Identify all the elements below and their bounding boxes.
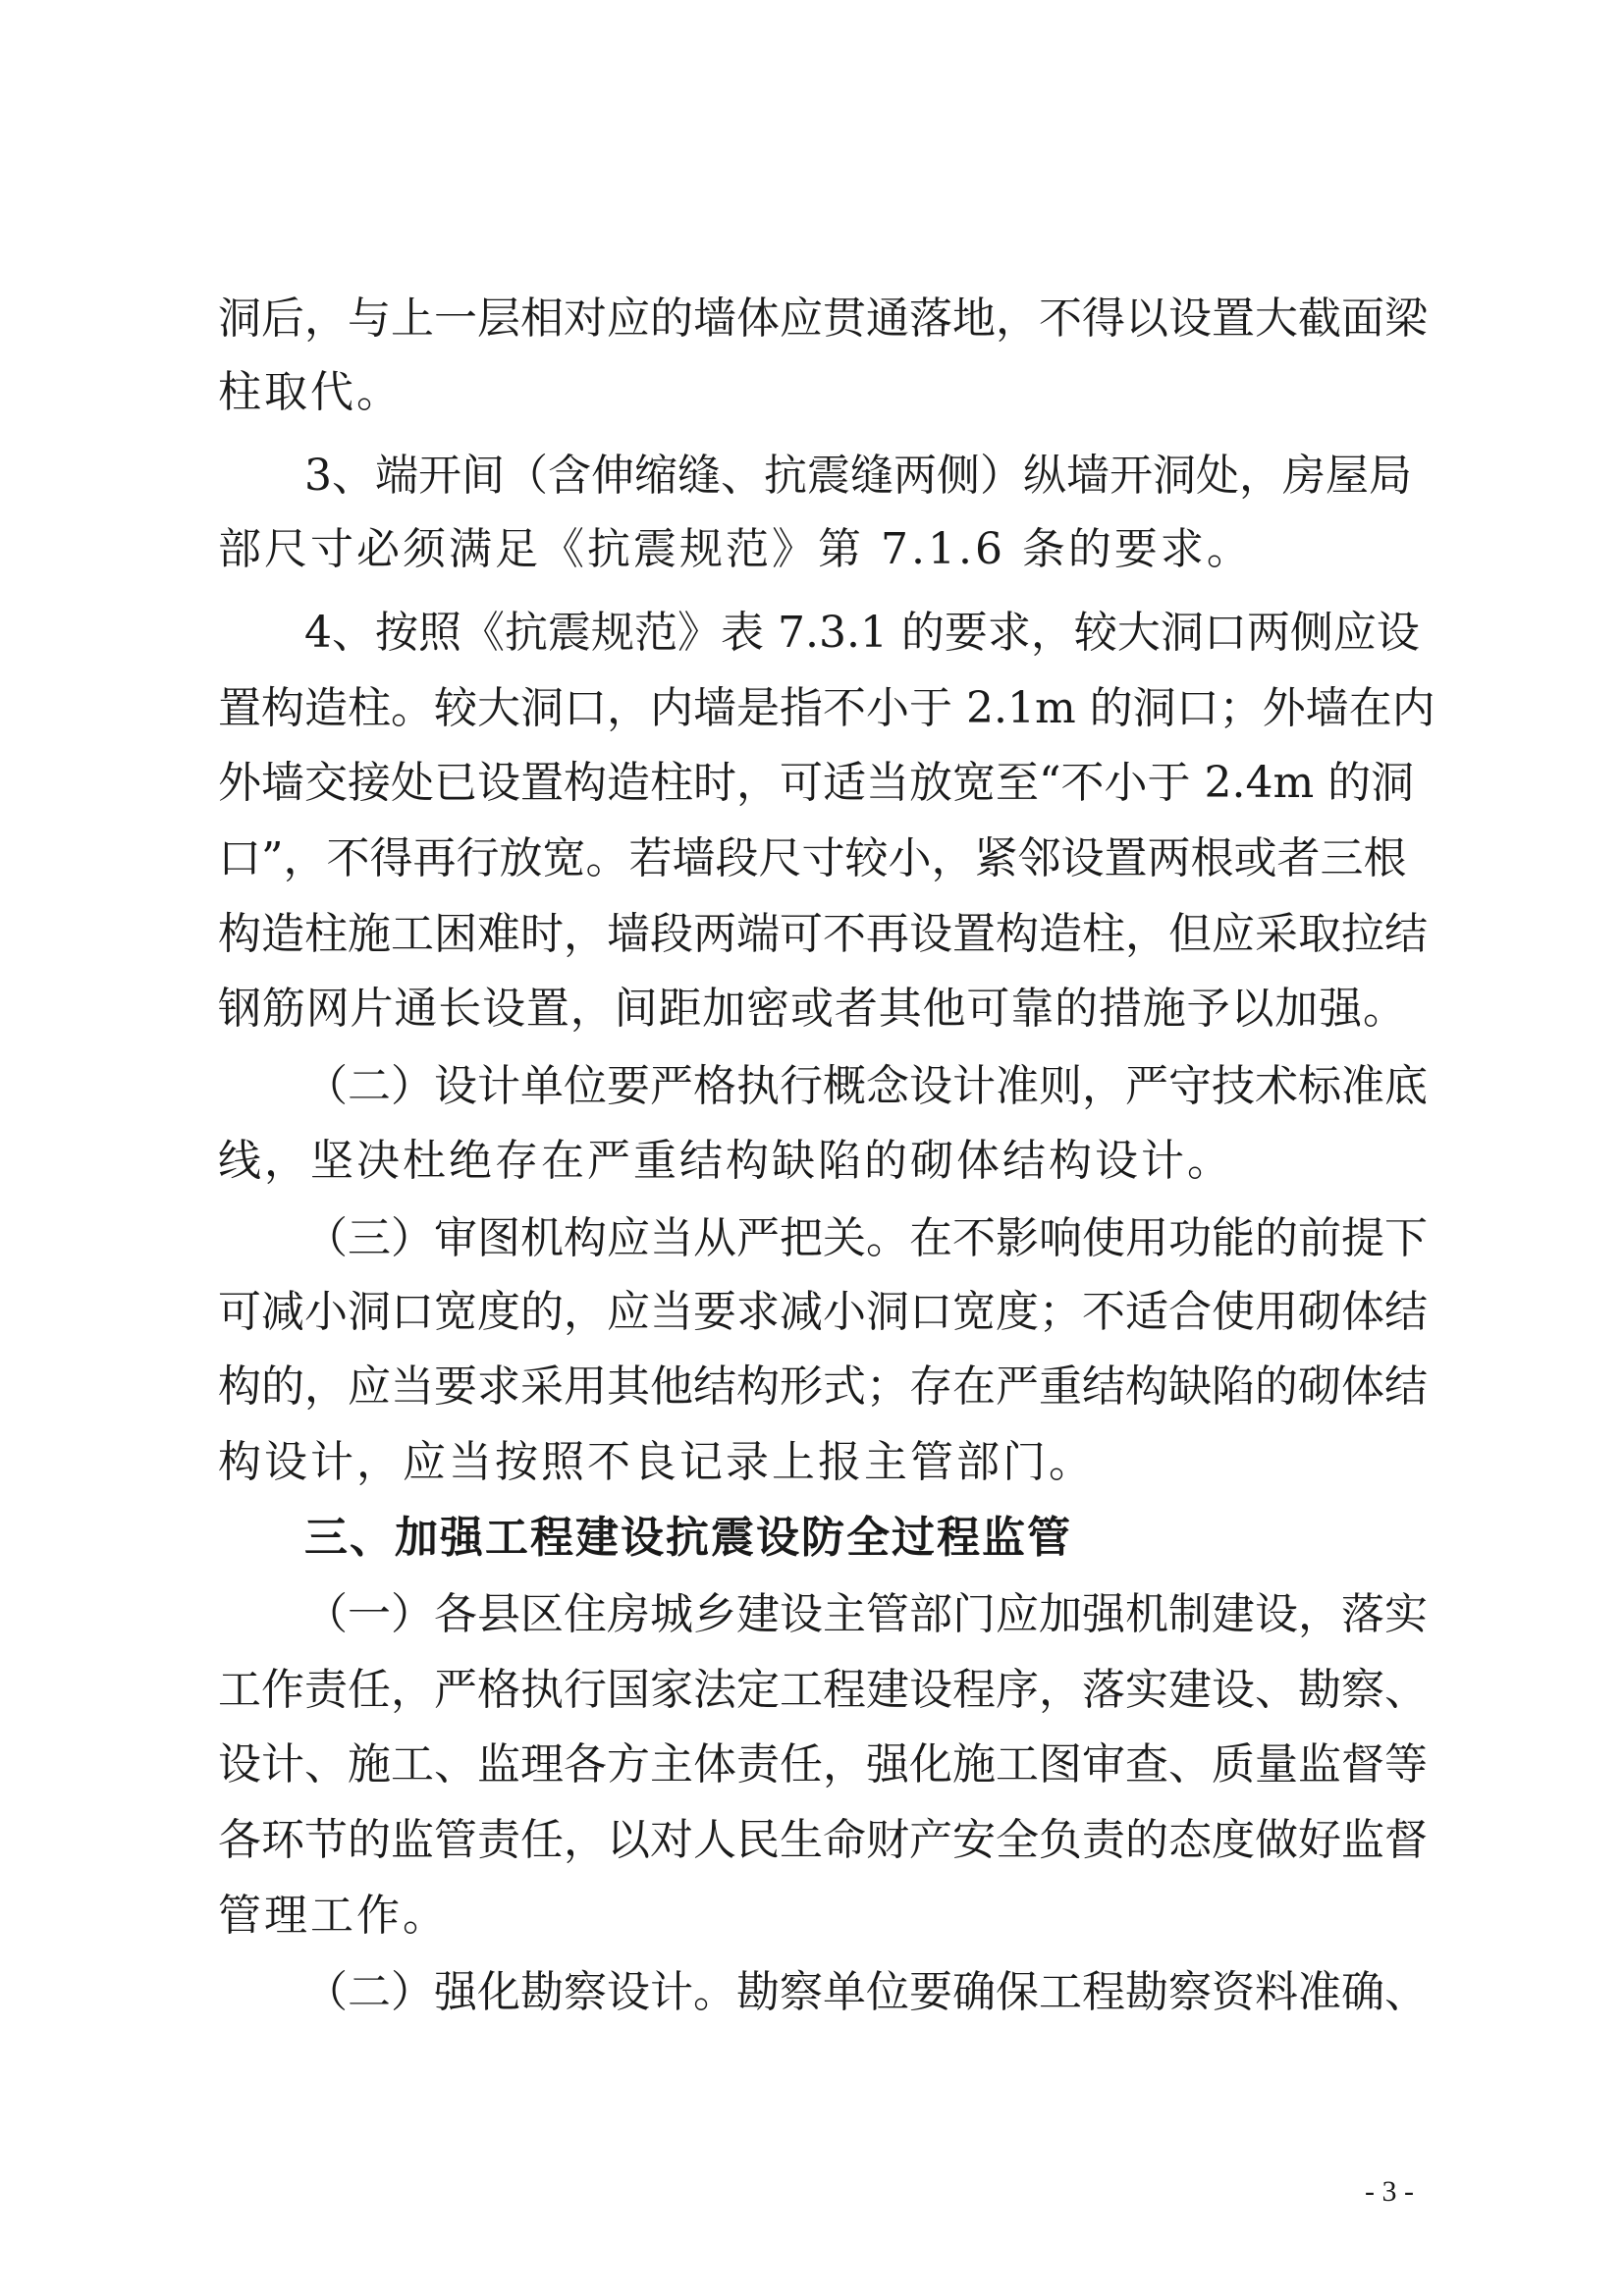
body-line: 管理工作。 <box>218 1891 449 1941</box>
body-line: （三）审图机构应当从严把关。在不影响使用功能的前提下 <box>304 1213 1428 1263</box>
body-line: 可减小洞口宽度的，应当要求减小洞口宽度；不适合使用砌体结 <box>218 1287 1428 1337</box>
body-line: （二）设计单位要严格执行概念设计准则，严守技术标准底 <box>304 1061 1428 1111</box>
body-line: （二）强化勘察设计。勘察单位要确保工程勘察资料准确、 <box>304 1967 1428 2017</box>
body-line: 3、端开间（含伸缩缝、抗震缝两侧）纵墙开洞处，房屋局 <box>304 451 1412 501</box>
body-line: 构设计，应当按照不良记录上报主管部门。 <box>218 1437 1095 1487</box>
section-heading: 三、加强工程建设抗震设防全过程监管 <box>304 1513 1072 1563</box>
body-line: 部尺寸必须满足《抗震规范》第 7.1.6 条的要求。 <box>218 524 1253 574</box>
body-line: 口”，不得再行放宽。若墙段尺寸较小，紧邻设置两根或者三根 <box>218 833 1407 883</box>
body-line: 4、按照《抗震规范》表 7.3.1 的要求，较大洞口两侧应设 <box>304 608 1420 658</box>
body-line: 钢筋网片通长设置，间距加密或者其他可靠的措施予以加强。 <box>218 984 1406 1034</box>
page-number: - 3 - <box>1365 2175 1414 2208</box>
body-line: 各环节的监管责任，以对人民生命财产安全负责的态度做好监督 <box>218 1815 1428 1865</box>
body-line: 工作责任，严格执行国家法定工程建设程序，落实建设、勘察、 <box>218 1665 1428 1715</box>
body-line: 构造柱施工困难时，墙段两端可不再设置构造柱，但应采取拉结 <box>218 909 1428 959</box>
body-line: （一）各县区住房城乡建设主管部门应加强机制建设，落实 <box>304 1589 1428 1639</box>
body-line: 构的，应当要求采用其他结构形式；存在严重结构缺陷的砌体结 <box>218 1362 1428 1412</box>
body-line: 外墙交接处已设置构造柱时，可适当放宽至“不小于 2.4m 的洞 <box>218 758 1415 808</box>
body-line: 柱取代。 <box>218 367 403 417</box>
body-line: 洞后，与上一层相对应的墙体应贯通落地，不得以设置大截面梁 <box>218 294 1428 344</box>
body-line: 置构造柱。较大洞口，内墙是指不小于 2.1m 的洞口；外墙在内 <box>218 683 1435 733</box>
body-line: 设计、施工、监理各方主体责任，强化施工图审查、质量监督等 <box>218 1739 1428 1789</box>
body-line: 线，坚决杜绝存在严重结构缺陷的砌体结构设计。 <box>218 1136 1233 1186</box>
